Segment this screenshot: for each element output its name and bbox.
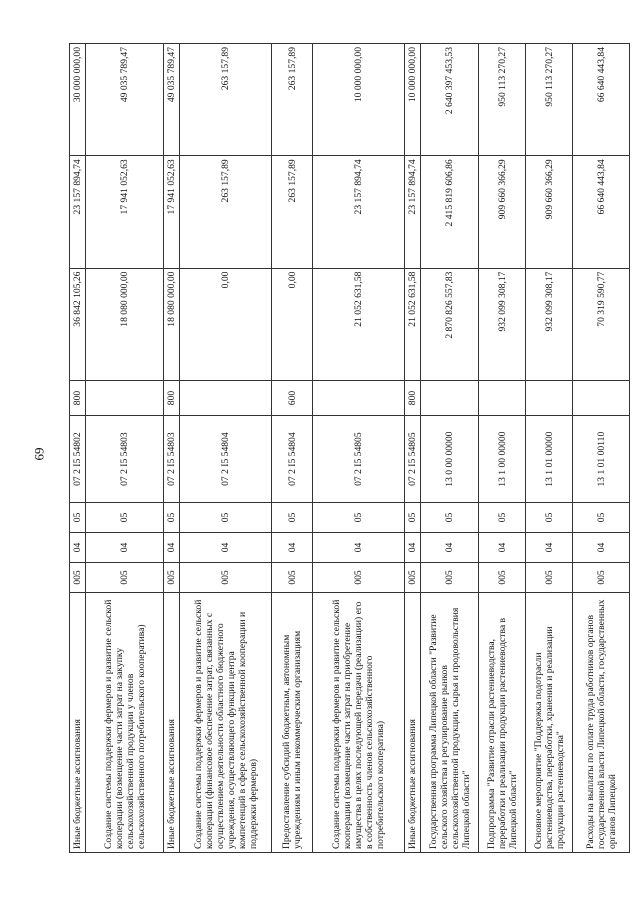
cell-grbs: 005 <box>526 562 573 592</box>
cell-amount-year1: 0,00 <box>180 268 272 380</box>
cell-amount-year2: 23 157 894,74 <box>313 156 405 268</box>
cell-amount-year1: 36 842 105,26 <box>70 268 86 380</box>
cell-subsection: 05 <box>70 502 86 532</box>
cell-subsection: 05 <box>164 502 180 532</box>
cell-expense-type: 800 <box>405 380 421 416</box>
cell-amount-year3: 263 157,89 <box>180 44 272 156</box>
cell-name: Создание системы поддержки фермеров и развитие сельской кооперации (возмещение части затрат на закупку сельскохозяйственной продукции у членов сельскохозяйственного потребительского кооператива) <box>86 592 164 852</box>
cell-grbs: 005 <box>405 562 421 592</box>
cell-target-article: 13 0 00 00000 <box>421 416 479 503</box>
table-row <box>164 44 180 853</box>
cell-amount-year3: 30 000 000,00 <box>70 44 86 156</box>
cell-amount-year1: 70 319 590,77 <box>573 268 630 380</box>
cell-section: 04 <box>86 532 164 562</box>
cell-grbs: 005 <box>573 562 630 592</box>
cell-target-article: 07 2 I5 54805 <box>313 416 405 503</box>
cell-section: 04 <box>479 532 526 562</box>
table-row <box>526 44 573 853</box>
cell-name: Расходы на выплаты по оплате труда работников органов государственной власти Липецкой области, государственных органов Липецкой <box>573 592 630 852</box>
cell-amount-year1: 18 080 000,00 <box>164 268 180 380</box>
cell-grbs: 005 <box>164 562 180 592</box>
cell-expense-type <box>479 380 526 416</box>
table-row <box>180 44 272 853</box>
cell-expense-type: 800 <box>70 380 86 416</box>
cell-section: 04 <box>421 532 479 562</box>
table-row <box>479 44 526 853</box>
cell-subsection: 05 <box>180 502 272 532</box>
cell-expense-type <box>421 380 479 416</box>
cell-amount-year2: 23 157 894,74 <box>70 156 86 268</box>
cell-grbs: 005 <box>421 562 479 592</box>
cell-name: Подпрограмма "Развитие отрасли растениеводства, переработки и реализации продукции растениеводства в Липецкой области" <box>479 592 526 852</box>
cell-amount-year3: 10 000 000,00 <box>405 44 421 156</box>
cell-section: 04 <box>313 532 405 562</box>
cell-amount-year2: 909 660 366,29 <box>479 156 526 268</box>
cell-amount-year1: 2 870 826 557,83 <box>421 268 479 380</box>
cell-amount-year2: 23 157 894,74 <box>405 156 421 268</box>
cell-amount-year1: 21 052 631,58 <box>405 268 421 380</box>
cell-expense-type: 800 <box>164 380 180 416</box>
cell-amount-year3: 10 000 000,00 <box>313 44 405 156</box>
cell-amount-year3: 950 113 270,27 <box>479 44 526 156</box>
cell-amount-year2: 263 157,89 <box>180 156 272 268</box>
cell-target-article: 07 2 I5 54802 <box>70 416 86 503</box>
cell-grbs: 005 <box>313 562 405 592</box>
table-row <box>421 44 479 853</box>
cell-subsection: 05 <box>405 502 421 532</box>
cell-grbs: 005 <box>70 562 86 592</box>
cell-section: 04 <box>180 532 272 562</box>
cell-target-article: 13 1 00 00000 <box>479 416 526 503</box>
cell-grbs: 005 <box>86 562 164 592</box>
cell-amount-year2: 263 157,89 <box>272 156 313 268</box>
cell-amount-year1: 21 052 631,58 <box>313 268 405 380</box>
table-row <box>313 44 405 853</box>
cell-name: Создание системы поддержки фермеров и развитие сельской кооперации (возмещение части затрат на приобретение имущества в целях последующей передачи (реализации) его в собственность членов сельскохозяйственного потребительского кооператива) <box>313 592 405 852</box>
table-row <box>405 44 421 853</box>
cell-name: Иные бюджетные ассигнования <box>164 592 180 852</box>
cell-target-article: 07 2 I5 54804 <box>180 416 272 503</box>
cell-amount-year2: 17 941 052,63 <box>86 156 164 268</box>
cell-target-article: 07 2 I5 54803 <box>86 416 164 503</box>
cell-section: 04 <box>272 532 313 562</box>
cell-expense-type <box>573 380 630 416</box>
table-body <box>70 44 630 853</box>
cell-name: Предоставление субсидий бюджетным, автономным учреждениям и иным некоммерческим организациям <box>272 592 313 852</box>
cell-amount-year2: 2 415 819 606,86 <box>421 156 479 268</box>
cell-amount-year2: 17 941 052,63 <box>164 156 180 268</box>
cell-grbs: 005 <box>272 562 313 592</box>
cell-expense-type: 600 <box>272 380 313 416</box>
cell-amount-year1: 0,00 <box>272 268 313 380</box>
cell-amount-year1: 932 099 308,17 <box>479 268 526 380</box>
cell-name: Государственная программа Липецкой области "Развитие сельского хозяйства и регулирование рынков сельскохозяйственной продукции, сырья и продовольствия Липецкой области" <box>421 592 479 852</box>
cell-amount-year3: 263 157,89 <box>272 44 313 156</box>
cell-subsection: 05 <box>573 502 630 532</box>
table-row <box>573 44 630 853</box>
cell-section: 04 <box>573 532 630 562</box>
cell-name: Иные бюджетные ассигнования <box>405 592 421 852</box>
cell-amount-year2: 909 660 366,29 <box>526 156 573 268</box>
table-row <box>86 44 164 853</box>
cell-subsection: 05 <box>272 502 313 532</box>
page-number: 69 <box>31 447 47 461</box>
rotated-table-wrapper <box>69 43 629 853</box>
cell-grbs: 005 <box>479 562 526 592</box>
cell-subsection: 05 <box>86 502 164 532</box>
cell-target-article: 07 2 I5 54804 <box>272 416 313 503</box>
table-row <box>272 44 313 853</box>
cell-name: Создание системы поддержки фермеров и развитие сельской кооперации (финансовое обеспечение затрат, связанных с осуществлением деятельности областного бюджетного учреждения, осуществляющего функции центра компетенций в сфере сельскохозяйственной кооперации и поддержки фермеров) <box>180 592 272 852</box>
cell-section: 04 <box>526 532 573 562</box>
cell-expense-type <box>526 380 573 416</box>
cell-grbs: 005 <box>180 562 272 592</box>
cell-subsection: 05 <box>479 502 526 532</box>
cell-section: 04 <box>70 532 86 562</box>
cell-amount-year3: 950 113 270,27 <box>526 44 573 156</box>
cell-amount-year3: 49 035 789,47 <box>164 44 180 156</box>
cell-expense-type <box>86 380 164 416</box>
cell-target-article: 13 1 01 00000 <box>526 416 573 503</box>
cell-amount-year1: 932 099 308,17 <box>526 268 573 380</box>
budget-table <box>69 43 630 853</box>
cell-section: 04 <box>405 532 421 562</box>
cell-amount-year3: 66 640 443,84 <box>573 44 630 156</box>
cell-name: Основное мероприятие "Поддержка подотрасли растениеводства, переработки, хранения и реализации продукции растениеводства" <box>526 592 573 852</box>
cell-amount-year3: 2 640 397 453,53 <box>421 44 479 156</box>
cell-subsection: 05 <box>421 502 479 532</box>
cell-subsection: 05 <box>313 502 405 532</box>
cell-name: Иные бюджетные ассигнования <box>70 592 86 852</box>
table-row <box>70 44 86 853</box>
cell-subsection: 05 <box>526 502 573 532</box>
cell-section: 04 <box>164 532 180 562</box>
cell-expense-type <box>313 380 405 416</box>
cell-amount-year2: 66 640 443,84 <box>573 156 630 268</box>
cell-expense-type <box>180 380 272 416</box>
cell-target-article: 07 2 I5 54803 <box>164 416 180 503</box>
cell-target-article: 13 1 01 00110 <box>573 416 630 503</box>
cell-target-article: 07 2 I5 54805 <box>405 416 421 503</box>
cell-amount-year3: 49 035 789,47 <box>86 44 164 156</box>
cell-amount-year1: 18 080 000,00 <box>86 268 164 380</box>
